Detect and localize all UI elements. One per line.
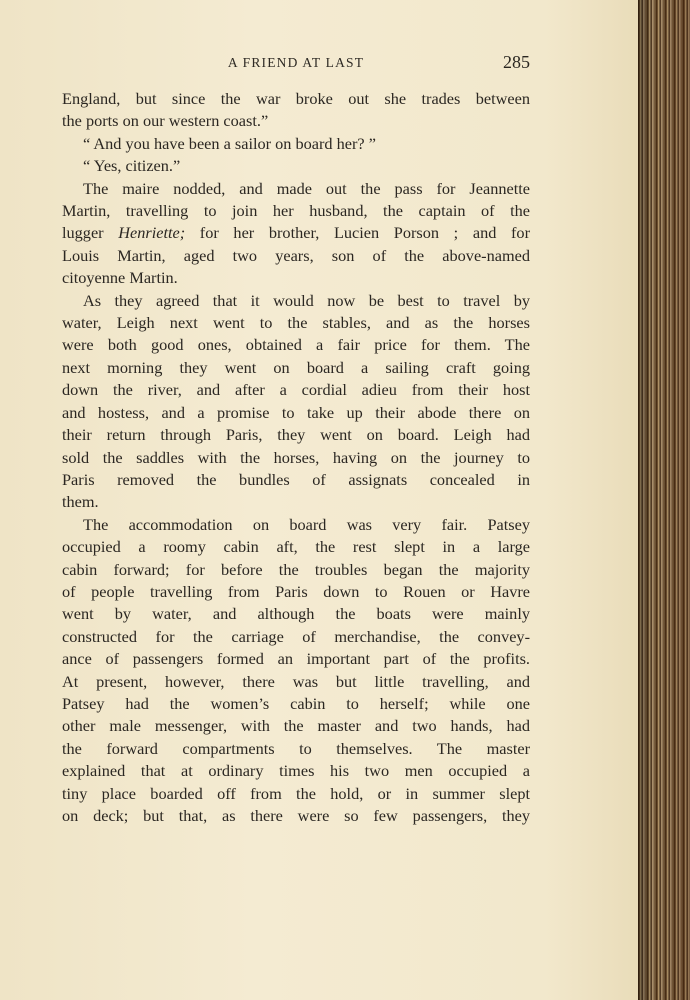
- text-line: the forward compartments to themselves. The master: [62, 738, 530, 758]
- text-line: Martin, travelling to join her husband, the captain of the: [62, 201, 530, 221]
- text-line: other male messenger, with the master and two hands, had: [62, 716, 530, 736]
- page-header: [62, 52, 530, 74]
- text-line: tiny place boarded off from the hold, or in summer slept: [62, 783, 530, 803]
- text-line: next morning they went on board a sailing craft going: [62, 357, 530, 377]
- text-line: Louis Martin, aged two years, son of the above-named: [62, 245, 530, 265]
- text-line: constructed for the carriage of merchandise, the convey-: [62, 626, 530, 646]
- text-line: them.: [62, 492, 99, 512]
- text-line: of people travelling from Paris down to Rouen or Havre: [62, 581, 530, 601]
- text-line: citoyenne Martin.: [62, 268, 178, 288]
- text-line: occupied a roomy cabin aft, the rest slept in a large: [62, 537, 530, 557]
- text-line: went by water, and although the boats were mainly: [62, 604, 530, 624]
- text-line: “ And you have been a sailor on board her? ”: [83, 133, 376, 153]
- text-line: explained that at ordinary times his two men occupied a: [62, 761, 530, 781]
- text-line: water, Leigh next went to the stables, and as the horses: [62, 313, 530, 333]
- text-line: and hostess, and a promise to take up their abode there on: [62, 402, 530, 422]
- text-line: At present, however, there was but little travelling, and: [62, 671, 530, 691]
- text-line: Paris removed the bundles of assignats concealed in: [62, 469, 530, 489]
- text-line: Patsey had the women’s cabin to herself; while one: [62, 693, 530, 713]
- text-line: sold the saddles with the horses, having on the journey to: [62, 447, 530, 467]
- running-title: A FRIEND AT LAST: [227, 55, 365, 70]
- text-fragment: lugger: [62, 223, 119, 243]
- text-line: The accommodation on board was very fair. Patsey: [83, 514, 530, 534]
- text-line: their return through Paris, they went on board. Leigh had: [62, 425, 530, 445]
- text-fragment: for her brother, Lucien Porson ; and for: [185, 223, 530, 243]
- ship-name: Henriette;: [118, 223, 186, 243]
- text-line: England, but since the war broke out she trades between: [62, 89, 530, 108]
- text-line: The maire nodded, and made out the pass for Jeannette: [83, 178, 530, 198]
- text-line: down the river, and after a cordial adieu from their host: [62, 380, 530, 400]
- text-line-italic: [62, 222, 530, 244]
- text-line: were both good ones, obtained a fair price for them. The: [62, 335, 530, 355]
- text-line: on deck; but that, as there were so few passengers, they: [62, 806, 530, 825]
- page-number: 285: [503, 52, 530, 72]
- text-line: cabin forward; for before the troubles began the majority: [62, 559, 530, 579]
- text-line: ance of passengers formed an important part of the profits.: [62, 649, 530, 669]
- body-text: [62, 88, 530, 827]
- book-page-edges: [638, 0, 690, 1000]
- text-line: As they agreed that it would now be best to travel by: [83, 290, 530, 310]
- text-line: the ports on our western coast.”: [62, 111, 269, 131]
- text-line: “ Yes, citizen.”: [83, 156, 181, 176]
